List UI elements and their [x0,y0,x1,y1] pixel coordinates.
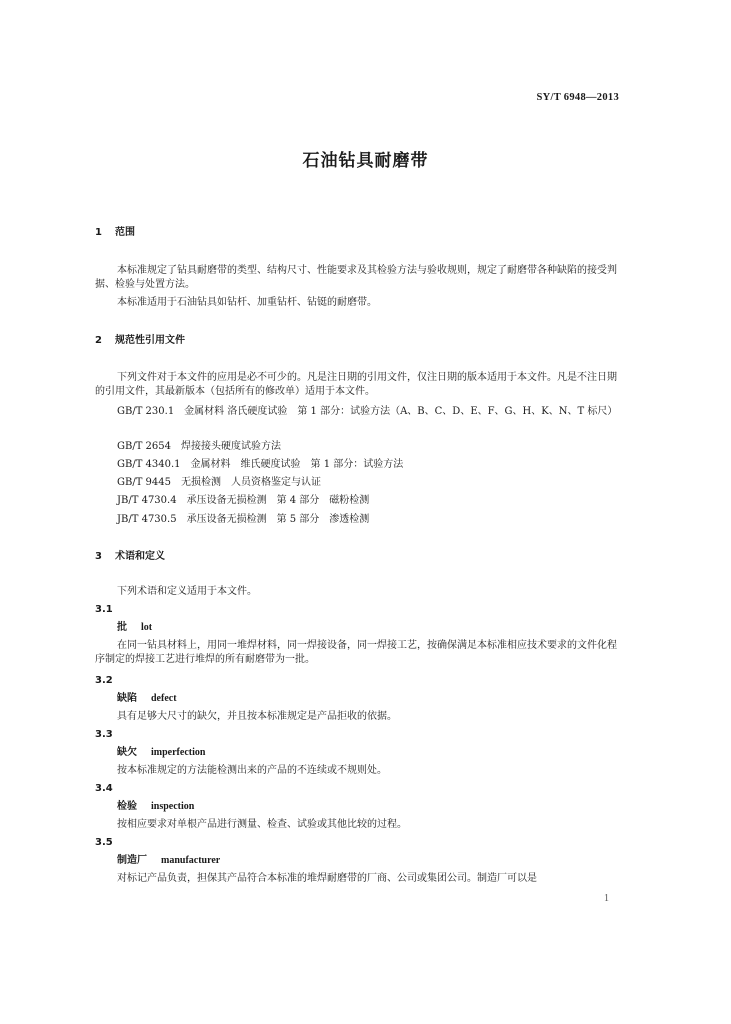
term-english: defect [151,693,177,704]
term-heading [117,621,152,635]
term-chinese: 制造厂 [117,855,147,866]
term-heading [117,800,194,814]
term-english: imperfection [151,747,206,758]
term-definition: 按本标准规定的方法能检测出来的产品的不连续或不规则处。 [117,765,387,776]
term-heading [117,854,220,868]
term-number: 3.3 [95,729,113,740]
term-definition: 对标记产品负责，担保其产品符合本标准的堆焊耐磨带的厂商、公司或集团公司。制造厂可以是 [117,873,537,884]
term-heading [117,746,205,760]
term-chinese: 检验 [117,801,137,812]
section-title: 术语和定义 [115,551,165,562]
document-title: 石油钻具耐磨带 [302,151,429,171]
reference-item: GB/T 9445 无损检测 人员资格鉴定与认证 [117,477,322,488]
term-definition: 按相应要求对单根产品进行测量、检查、试验或其他比较的过程。 [117,819,407,830]
references-intro: 下列文件对于本文件的应用是必不可少的。凡是注日期的引用文件，仅注日期的版本适用于本文件。凡是不注日期的引用文件，其最新版本（包括所有的修改单）适用于本文件。 [95,372,617,397]
section-title: 规范性引用文件 [115,335,185,346]
term-number: 3.5 [95,837,113,848]
reference-item: GB/T 230.1 金属材料 洛氏硬度试验 第 1 部分：试验方法（A、B、C、D、E、F、G、H、K、N、T 标尺） [117,406,618,417]
scope-paragraph-2: 本标准适用于石油钻具如钻杆、加重钻杆、钻铤的耐磨带。 [117,297,377,308]
term-english: lot [141,622,153,633]
term-number: 3.2 [95,675,113,686]
page-number: 1 [604,893,609,904]
term-number: 3.4 [95,783,113,794]
term-definition: 具有足够大尺寸的缺欠，并且按本标准规定是产品拒收的依据。 [117,711,397,722]
section-number: 1 [95,227,102,238]
section-title: 范围 [115,227,135,238]
reference-item: GB/T 2654 焊接接头硬度试验方法 [117,441,282,452]
term-english: manufacturer [161,855,221,866]
reference-item: GB/T 4340.1 金属材料 维氏硬度试验 第 1 部分：试验方法 [117,459,404,470]
section-3-heading [95,550,165,564]
scope-paragraph-1: 本标准规定了钻具耐磨带的类型、结构尺寸、性能要求及其检验方法与验收规则，规定了耐磨带各种缺陷的接受判据、检验与处置方法。 [95,265,617,290]
standard-number: SY/T 6948—2013 [536,92,619,103]
section-number: 2 [95,335,102,346]
reference-item: JB/T 4730.5 承压设备无损检测 第 5 部分 渗透检测 [117,514,370,525]
term-number: 3.1 [95,604,113,615]
term-chinese: 缺陷 [117,693,137,704]
term-heading [117,692,177,706]
reference-item: JB/T 4730.4 承压设备无损检测 第 4 部分 磁粉检测 [117,495,370,506]
section-number: 3 [95,551,102,562]
term-chinese: 缺欠 [117,747,137,758]
term-english: inspection [151,801,195,812]
definitions-intro: 下列术语和定义适用于本文件。 [117,586,257,597]
term-definition: 在同一钻具材料上，用同一堆焊材料，同一焊接设备，同一焊接工艺，按确保满足本标准相应技术要求的文件化程序制定的焊接工艺进行堆焊的所有耐磨带为一批。 [95,640,617,665]
term-chinese: 批 [117,622,127,633]
section-2-heading [95,334,185,348]
section-1-heading [95,226,135,240]
